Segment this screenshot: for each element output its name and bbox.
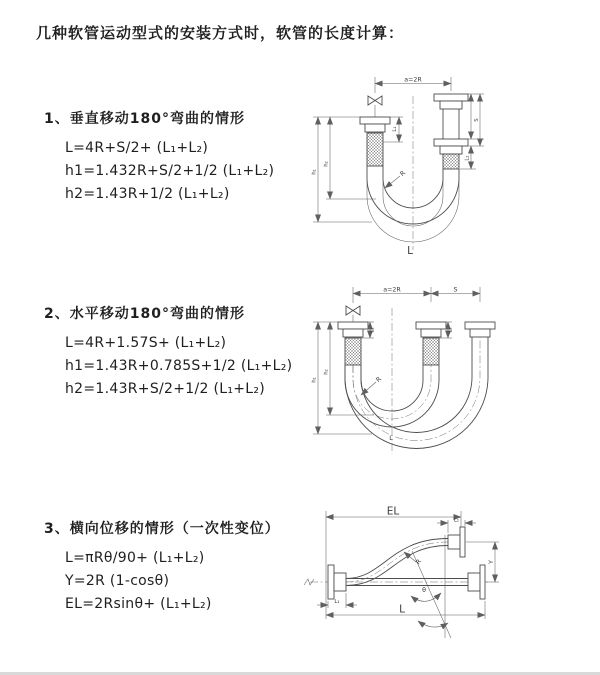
dimension-a2r [353,287,480,304]
section-2-formula-l: L=4R+1.57S+ (L₁+L₂) [65,335,227,351]
d2-h2-label: h₂ [323,369,330,375]
diagram-lateral-offset [298,497,600,654]
dimension-s [431,287,480,294]
left-fitting [360,117,390,166]
right-braid-section [443,154,459,169]
d2-l2-label: L₂ [447,327,454,333]
left-braid-section [367,133,383,166]
right-upper-fitting [448,527,465,557]
center-fitting [416,322,446,365]
center-braid-section [423,338,439,365]
left-braid-section [345,338,361,365]
section-2-formula-h1: h1=1.43R+0.785S+1/2 (L₁+L₂) [65,358,293,374]
section-3 [44,520,280,612]
dimension-s [468,94,484,146]
diagram-vertical-bend [310,72,597,259]
section-2-formula-h2: h2=1.43R+S/2+1/2 (L₁+L₂) [65,381,266,397]
section-2-heading: 2、水平移动180°弯曲的情形 [44,306,245,322]
section-1-formula-l: L=4R+S/2+ (L₁+L₂) [65,140,209,156]
section-2 [44,305,292,397]
section-3-heading: 3、横向位移的情形（一次性变位） [44,521,280,537]
d1-l1-label: L₁ [392,126,398,132]
page-title: 几种软管运动型式的安装方式时，软管的长度计算： [36,24,405,42]
right-lower-fitting [468,565,485,599]
diagram-horizontal-bend-svg [310,282,597,469]
d3-r-label: R [414,558,423,566]
d3-l1-left-label: L₁ [334,599,340,605]
valve-icon [346,306,360,322]
dimension-l1-top [437,518,476,534]
radius-annotation [361,375,383,395]
section-3-formula-el: EL=2Rsinθ+ (L₁+L₂) [65,596,212,612]
d2-s-label: S [453,286,458,294]
d3-el-label: EL [386,505,400,518]
construction-lines [412,535,451,638]
left-fitting [338,322,368,365]
d1-s-label: S [474,118,480,122]
d2-r-label: R [375,375,383,384]
right-fitting [465,322,495,337]
dimension-l [326,601,485,619]
d3-y-label: Y [488,560,495,564]
d1-h1-label: h₁ [311,169,318,175]
diagram-vertical-bend-svg [310,72,597,259]
section-1 [44,110,274,202]
d3-l-label: L [399,603,405,616]
hose-curves [345,337,488,449]
d2-length-label: L [389,435,393,442]
d2-h1-label: h₁ [311,377,318,383]
angle-annotation [411,587,448,627]
section-3-formula-y: Y=2R (1-cosθ) [65,573,170,589]
d1-length-label: L [407,245,413,257]
valve-icon [368,96,382,117]
d1-l2-label: L₂ [464,155,471,161]
section-1-formula-h1: h1=1.432R+S/2+1/2 (L₁+L₂) [65,163,275,179]
dimension-l1-left [317,593,357,608]
left-fitting [328,565,346,599]
d2-a2r-label: a=2R [383,286,401,294]
d1-h2-label: h₂ [323,161,330,167]
diagram-lateral-offset-svg [298,497,600,654]
d1-r-label: R [399,169,407,178]
section-1-heading: 1、垂直移动180°弯曲的情形 [44,111,245,127]
d1-a2r-label: a=2R [404,76,422,84]
right-fitting [434,94,468,169]
diagram-horizontal-bend [310,282,597,469]
d3-theta-label: θ [422,587,426,594]
radius-annotation [385,169,407,188]
d2-l1-label: L₁ [369,327,376,333]
section-3-formula-l: L=πRθ/90+ (L₁+L₂) [65,550,205,566]
d3-l1-top-label: L₁ [453,517,460,524]
dimension-h1 [312,117,373,222]
dimension-a2r [375,77,451,94]
section-1-formula-h2: h2=1.43R+1/2 (L₁+L₂) [65,186,230,202]
